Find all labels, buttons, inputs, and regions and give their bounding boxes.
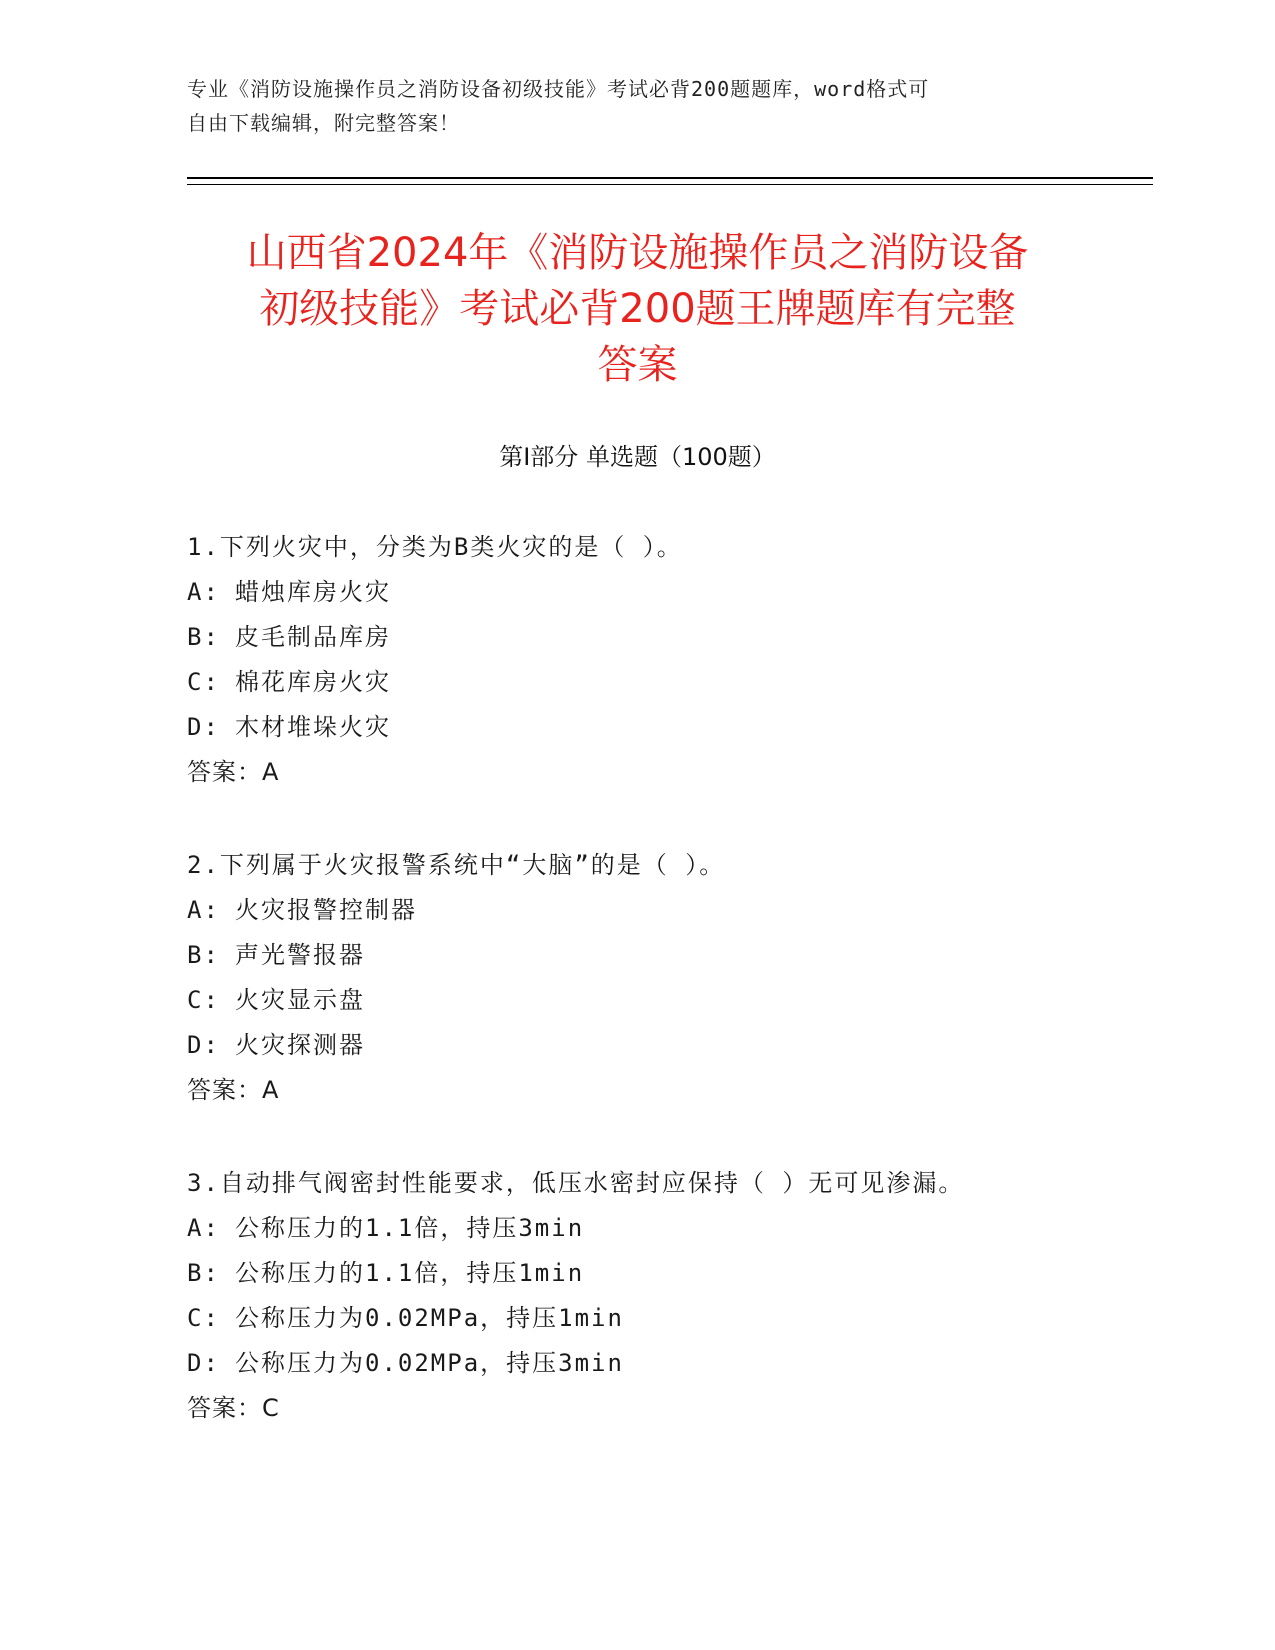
option-key: D: bbox=[187, 1031, 220, 1059]
option-key: D: bbox=[187, 1349, 220, 1377]
answer-line: 答案：A bbox=[187, 1076, 280, 1104]
option-key: A: bbox=[187, 1214, 220, 1242]
question-stem: 3.自动排气阀密封性能要求，低压水密封应保持（ ）无可见渗漏。 bbox=[187, 1169, 965, 1197]
header-rule-thick bbox=[187, 177, 1153, 179]
header-note-line-2: 自由下载编辑，附完整答案！ bbox=[187, 111, 460, 135]
option-text: 火灾探测器 bbox=[235, 1031, 365, 1059]
document-title-line-3: 答案 bbox=[597, 342, 678, 388]
option-text: 皮毛制品库房 bbox=[235, 623, 391, 651]
option-key: C: bbox=[187, 986, 220, 1014]
option-text: 火灾报警控制器 bbox=[235, 896, 417, 924]
option-d bbox=[187, 705, 1147, 750]
option-text: 棉花库房火灾 bbox=[235, 668, 391, 696]
option-a bbox=[187, 570, 1147, 615]
option-c bbox=[187, 1296, 1147, 1341]
option-key: B: bbox=[187, 1259, 220, 1287]
option-key: C: bbox=[187, 668, 220, 696]
document-title-line-1: 山西省2024年《消防设施操作员之消防设备 bbox=[246, 230, 1029, 276]
option-b bbox=[187, 615, 1147, 660]
option-b bbox=[187, 1251, 1147, 1296]
question-stem: 1.下列火灾中，分类为B类火灾的是（ ）。 bbox=[187, 533, 683, 561]
option-d bbox=[187, 1023, 1147, 1068]
option-text: 公称压力的1.1倍，持压3min bbox=[235, 1214, 585, 1242]
option-text: 公称压力为0.02MPa，持压1min bbox=[235, 1304, 624, 1332]
option-key: B: bbox=[187, 623, 220, 651]
option-key: A: bbox=[187, 896, 220, 924]
option-key: D: bbox=[187, 713, 220, 741]
answer-line: 答案：A bbox=[187, 758, 280, 786]
question-3 bbox=[187, 1161, 1147, 1431]
section-heading: 第Ⅰ部分 单选题（100题） bbox=[499, 443, 776, 471]
option-c bbox=[187, 978, 1147, 1023]
option-d bbox=[187, 1341, 1147, 1386]
document-title bbox=[150, 225, 1125, 393]
option-text: 木材堆垛火灾 bbox=[235, 713, 391, 741]
document-title-line-2: 初级技能》考试必背200题王牌题库有完整 bbox=[259, 286, 1016, 332]
option-text: 公称压力为0.02MPa，持压3min bbox=[235, 1349, 624, 1377]
header-rule-thin bbox=[187, 184, 1153, 185]
header-note bbox=[187, 72, 1087, 140]
question-2 bbox=[187, 843, 1147, 1113]
answer-line: 答案：C bbox=[187, 1394, 280, 1422]
question-1 bbox=[187, 525, 1147, 795]
question-stem: 2.下列属于火灾报警系统中“大脑”的是（ ）。 bbox=[187, 851, 726, 879]
option-c bbox=[187, 660, 1147, 705]
option-key: C: bbox=[187, 1304, 220, 1332]
option-a bbox=[187, 888, 1147, 933]
option-text: 火灾显示盘 bbox=[235, 986, 365, 1014]
option-text: 声光警报器 bbox=[235, 941, 365, 969]
option-key: A: bbox=[187, 578, 220, 606]
option-text: 蜡烛库房火灾 bbox=[235, 578, 391, 606]
option-a bbox=[187, 1206, 1147, 1251]
option-b bbox=[187, 933, 1147, 978]
option-key: B: bbox=[187, 941, 220, 969]
option-text: 公称压力的1.1倍，持压1min bbox=[235, 1259, 585, 1287]
header-note-line-1: 专业《消防设施操作员之消防设备初级技能》考试必背200题题库，word格式可 bbox=[187, 77, 930, 101]
